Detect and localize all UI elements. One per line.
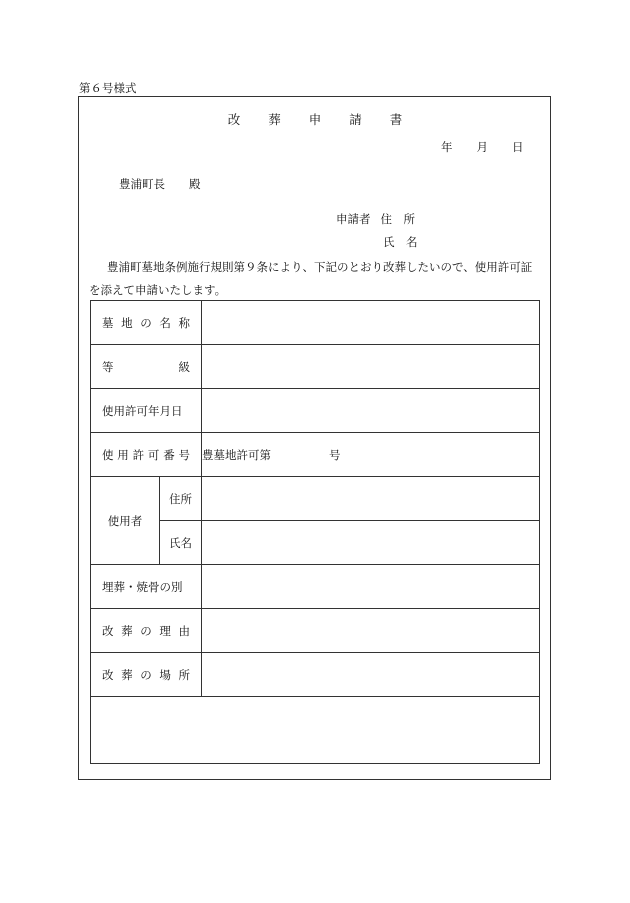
permit-number-field[interactable]	[202, 433, 540, 477]
user-address-field[interactable]	[202, 477, 540, 521]
permit-number-suffix: 号	[329, 447, 341, 462]
cemetery-name-label: 墓 地 の 名 称	[91, 301, 202, 345]
permit-number-prefix: 豊墓地許可第	[202, 447, 271, 462]
table-row	[91, 433, 540, 477]
place-field[interactable]	[202, 653, 540, 697]
table-row	[91, 389, 540, 433]
title-char: 請	[349, 112, 362, 127]
applicant-name-label: 氏 名	[383, 235, 418, 249]
cemetery-name-field[interactable]	[202, 301, 540, 345]
title-char: 申	[308, 112, 322, 127]
year-label: 年	[441, 140, 453, 154]
table-row	[91, 609, 540, 653]
addressee-name: 豊浦町長	[119, 177, 165, 191]
applicant-address-line	[336, 211, 415, 227]
grade-label: 等 級	[91, 345, 202, 389]
body-text	[89, 256, 539, 302]
reason-field[interactable]	[202, 609, 540, 653]
burial-type-label: 埋葬・焼骨の別	[91, 565, 202, 609]
day-label: 日	[512, 140, 524, 154]
body-text-content: 豊浦町墓地条例施行規則第９条により、下記のとおり改葬したいので、使用許可証を添えて申請いたします。	[89, 260, 533, 297]
table-row	[91, 697, 540, 764]
applicant-name-line	[383, 234, 418, 250]
user-label: 使用者	[91, 477, 160, 565]
remarks-field[interactable]	[91, 697, 540, 764]
addressee-honorific: 殿	[189, 177, 201, 191]
place-label: 改 葬 の 場 所	[91, 653, 202, 697]
title-char: 葬	[268, 112, 281, 127]
permit-date-label: 使用許可年月日	[91, 389, 202, 433]
form-title	[0, 110, 630, 128]
addressee	[119, 176, 201, 192]
permit-number-label: 使 用 許 可 番 号	[91, 433, 202, 477]
title-char: 改	[227, 112, 241, 127]
applicant-label: 申請者	[336, 212, 371, 226]
application-table	[90, 300, 540, 764]
table-row	[91, 301, 540, 345]
month-label: 月	[476, 140, 488, 154]
date-line	[441, 139, 524, 155]
burial-type-field[interactable]	[202, 565, 540, 609]
user-address-label: 住所	[160, 477, 202, 521]
table-row	[91, 345, 540, 389]
permit-date-field[interactable]	[202, 389, 540, 433]
applicant-address-label: 住 所	[380, 212, 415, 226]
form-number: 第６号様式	[79, 81, 137, 95]
grade-field[interactable]	[202, 345, 540, 389]
user-name-label: 氏名	[160, 521, 202, 565]
table-row	[91, 653, 540, 697]
table-row	[91, 477, 540, 521]
user-name-field[interactable]	[202, 521, 540, 565]
title-char: 書	[389, 112, 403, 127]
reason-label: 改 葬 の 理 由	[91, 609, 202, 653]
table-row	[91, 565, 540, 609]
